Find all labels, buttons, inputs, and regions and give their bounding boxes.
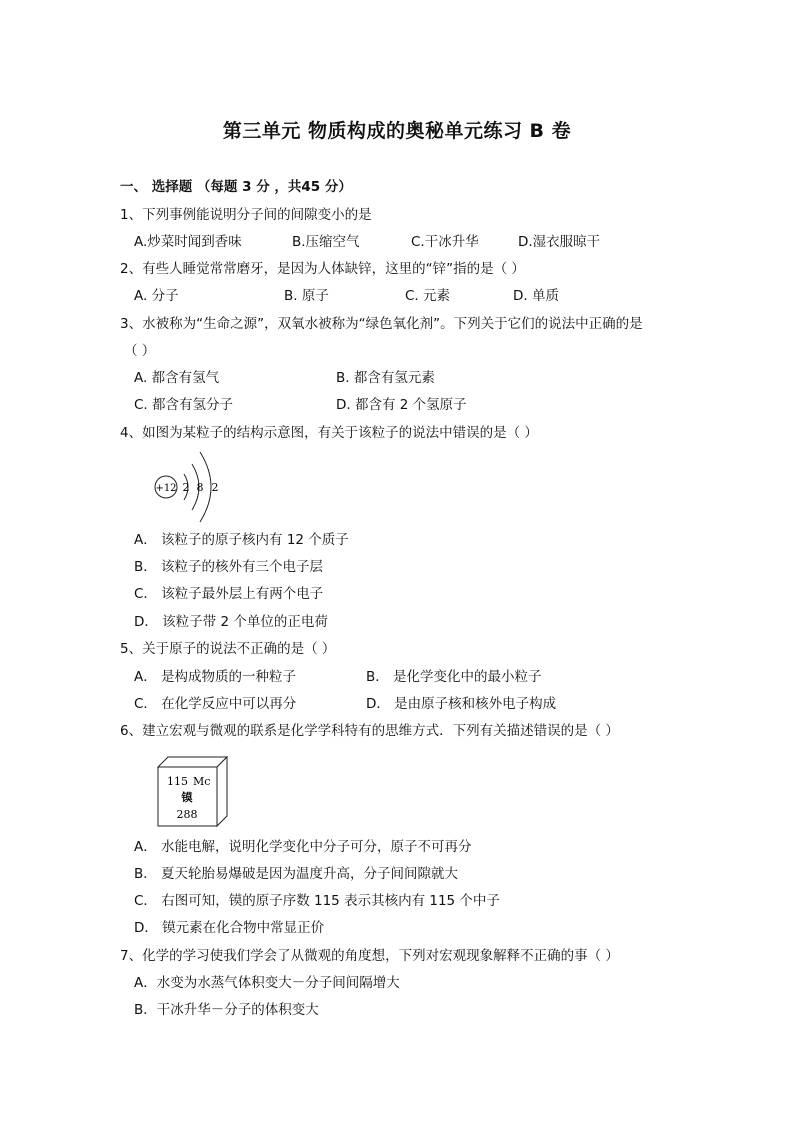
- question-2-option-c: C. 元素: [405, 288, 451, 304]
- question-3-stem-cont: （ ）: [124, 343, 156, 359]
- question-1-option-b: B.压缩空气: [292, 234, 360, 250]
- question-3-option-a: A. 都含有氢气: [134, 370, 220, 386]
- element-name: 镆: [181, 791, 193, 804]
- question-6-option-d: D． 镆元素在化合物中常显正价: [134, 920, 325, 936]
- question-6-option-b: B． 夏天轮胎易爆破是因为温度升高，分子间间隙就大: [134, 866, 459, 882]
- element-symbol: Mc: [193, 775, 211, 788]
- nucleus-charge: +12: [155, 483, 177, 494]
- question-1-stem: 1、下列事例能说明分子间的间隙变小的是: [120, 207, 372, 223]
- shell-2-electrons: 8: [196, 481, 204, 494]
- question-3-option-d: D. 都含有 2 个氢原子: [336, 397, 467, 413]
- question-2-stem: 2、有些人睡觉常常磨牙，是因为人体缺锌，这里的“锌”指的是（ ）: [120, 261, 525, 277]
- shell-3-electrons: 2: [211, 481, 219, 494]
- question-4-option-c: C． 该粒子最外层上有两个电子: [134, 586, 324, 602]
- question-5-option-b: B． 是化学变化中的最小粒子: [366, 669, 542, 685]
- question-7-stem: 7、化学的学习使我们学会了从微观的角度想，下列对宏观现象解释不正确的事（ ）: [120, 948, 619, 964]
- question-4-stem: 4、如图为某粒子的结构示意图，有关于该粒子的说法中错误的是（ ）: [120, 425, 538, 441]
- question-2-option-d: D. 单质: [513, 288, 559, 304]
- question-7-option-a: A．水变为水蒸气体积变大－分子间间隔增大: [134, 975, 400, 991]
- question-6-option-c: C． 右图可知，镆的原子序数 115 表示其核内有 115 个中子: [134, 893, 500, 909]
- question-5-stem: 5、关于原子的说法不正确的是（ ）: [120, 641, 336, 657]
- page-title: 第三单元 物质构成的奥秘单元练习 B 卷: [222, 120, 572, 142]
- question-2-option-a: A. 分子: [134, 288, 179, 304]
- shell-1-electrons: 2: [182, 481, 190, 494]
- question-4-option-b: B． 该粒子的核外有三个电子层: [134, 559, 324, 575]
- question-1-option-c: C.干冰升华: [411, 234, 479, 250]
- question-5-option-a: A． 是构成物质的一种粒子: [134, 669, 297, 685]
- question-3-stem: 3、水被称为“生命之源”，双氧水被称为“绿色氧化剂”。下列关于它们的说法中正确的是: [120, 316, 643, 332]
- question-4-option-a: A． 该粒子的原子核内有 12 个质子: [134, 532, 349, 548]
- question-1-option-d: D.湿衣服晾干: [518, 234, 601, 250]
- question-4-option-d: D． 该粒子带 2 个单位的正电荷: [134, 614, 328, 630]
- question-1-option-a: A.炒菜时闻到香味: [134, 234, 242, 250]
- question-5-option-c: C． 在化学反应中可以再分: [134, 696, 297, 712]
- atomic-mass: 288: [176, 808, 198, 821]
- card-side-face: [217, 757, 227, 826]
- atomic-number: 115: [167, 775, 188, 788]
- section-heading: 一、 选择题 （每题 3 分 ，共45 分）: [120, 179, 352, 195]
- question-5-option-d: D． 是由原子核和核外电子构成: [366, 696, 557, 712]
- question-3-option-c: C. 都含有氢分子: [134, 397, 234, 413]
- question-2-option-b: B. 原子: [284, 288, 329, 304]
- question-6-option-a: A． 水能电解，说明化学变化中分子可分，原子不可再分: [134, 839, 472, 855]
- question-6-stem: 6、建立宏观与微观的联系是化学学科特有的思维方式．下列有关描述错误的是（ ）: [120, 723, 619, 739]
- card-top-face: [158, 757, 227, 767]
- element-card: [157, 756, 233, 828]
- question-7-option-b: B．干冰升华－分子的体积变大: [134, 1002, 319, 1018]
- question-3-option-b: B. 都含有氢元素: [336, 370, 435, 386]
- atom-structure-diagram: [150, 448, 230, 524]
